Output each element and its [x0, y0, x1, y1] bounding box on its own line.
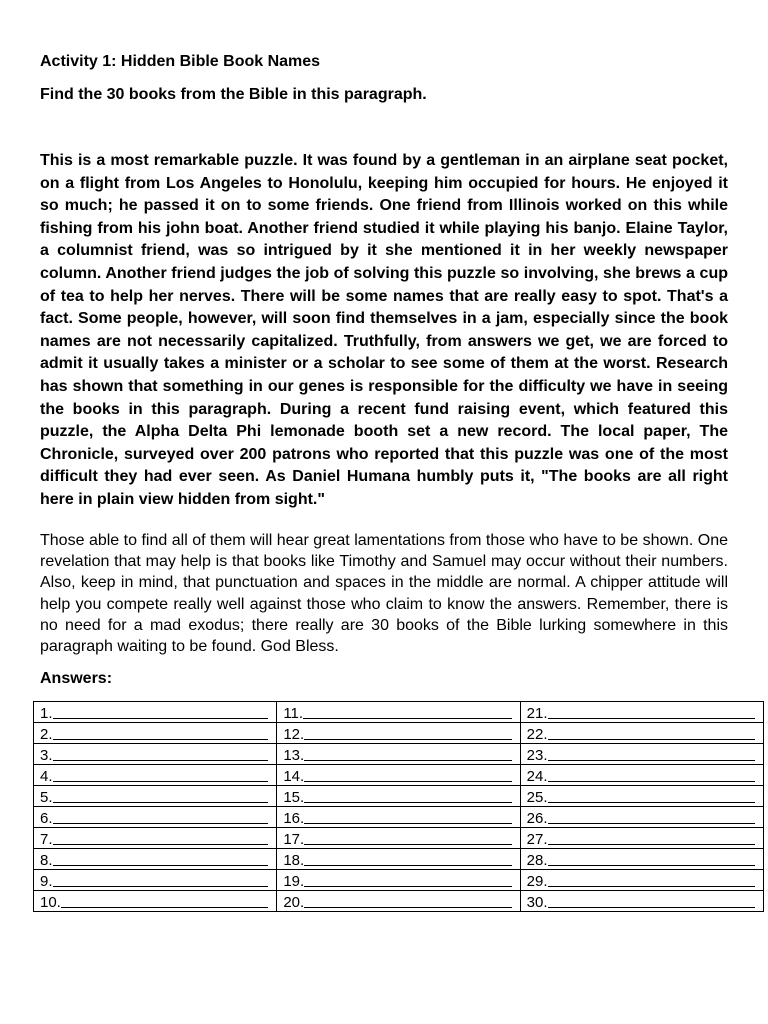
answer-cell: [277, 807, 520, 828]
answer-blank-line[interactable]: [548, 801, 755, 803]
answer-blank-line[interactable]: [304, 864, 511, 866]
activity-title: Activity 1: Hidden Bible Book Names: [40, 53, 321, 70]
answer-number: 26.: [526, 810, 548, 827]
answer-number: 16.: [283, 810, 305, 827]
answer-cell: [277, 786, 520, 807]
answer-row: [34, 702, 764, 723]
answer-cell: [277, 891, 520, 912]
answer-cell: [277, 702, 520, 723]
answer-row: [34, 723, 764, 744]
answer-blank-line[interactable]: [53, 780, 269, 782]
answer-cell: [34, 849, 277, 870]
puzzle-paragraph-continued: Those able to find all of them will hear great lamentations from those who have to be shown. One revelation that may help is that books like Timothy and Samuel may occur without their numbers. Also, keep in mind, that punctuation and spaces in the middle are normal. A chipper attitude will help you compete really well against those who claim to know the answers. Remember, there is no need for a mad exodus; there really are 30 books of the Bible lurking somewhere in this paragraph waiting to be found. God Bless.: [40, 532, 728, 656]
answer-number: 2.: [40, 726, 53, 743]
answer-cell: [34, 870, 277, 891]
answer-blank-line[interactable]: [304, 822, 511, 824]
answer-blank-line[interactable]: [304, 780, 511, 782]
answer-number: 23.: [526, 747, 548, 764]
answer-blank-line[interactable]: [303, 717, 512, 719]
answer-number: 18.: [283, 852, 305, 869]
answer-cell: [34, 765, 277, 786]
answer-number: 19.: [283, 873, 305, 890]
answer-number: 21.: [526, 705, 548, 722]
answer-cell: [520, 723, 763, 744]
puzzle-paragraph-bold: This is a most remarkable puzzle. It was found by a gentleman in an airplane seat pocket, on a flight from Los Angeles to Honolulu, keeping him occupied for hours. He enjoyed it so much; he passed it on to some friends. One friend from Illinois worked on this while fishing from his john boat. Another friend studied it while playing his banjo. Elaine Taylor, a columnist friend, was so intrigued by it she mentioned it in her weekly newspaper column. Another friend judges the job of solving this puzzle so involving, she brews a cup of tea to help her nerves. There will be some names that are really easy to spot. That's a fact. Some people, however, will soon find themselves in a jam, especially since the book names are not necessarily capitalized. Truthfully, from answers we get, we are forced to admit it usually takes a minister or a scholar to see some of them at the worst. Research has shown that something in our genes is responsible for the difficulty we have in seeing the books in this paragraph. During a recent fund raising event, which featured this puzzle, the Alpha Delta Phi lemonade booth set a new record. The local paper, The Chronicle, surveyed over 200 patrons who reported that this puzzle was one of the most difficult they had ever seen. As Daniel Humana humbly puts it, "The books are all right here in plain view hidden from: [40, 152, 728, 508]
answer-cell: [277, 723, 520, 744]
answer-cell: [277, 744, 520, 765]
puzzle-paragraph-end: sight.": [270, 490, 325, 508]
answer-number: 9.: [40, 873, 53, 890]
answer-cell: [34, 702, 277, 723]
answer-row: [34, 891, 764, 912]
answer-blank-line[interactable]: [53, 738, 269, 740]
answer-cell: [520, 765, 763, 786]
answer-blank-line[interactable]: [548, 885, 755, 887]
answer-blank-line[interactable]: [304, 843, 511, 845]
answer-number: 10.: [40, 894, 61, 911]
answer-number: 22.: [526, 726, 548, 743]
answer-blank-line[interactable]: [548, 843, 755, 845]
answer-number: 11.: [283, 705, 304, 722]
answer-row: [34, 849, 764, 870]
answer-number: 1.: [40, 705, 53, 722]
answer-number: 20.: [283, 894, 305, 911]
answer-cell: [34, 744, 277, 765]
answers-table: [33, 701, 764, 912]
answer-cell: [277, 870, 520, 891]
answer-number: 13.: [283, 747, 305, 764]
answer-cell: [520, 870, 763, 891]
answer-blank-line[interactable]: [548, 738, 755, 740]
answer-cell: [520, 891, 763, 912]
answer-blank-line[interactable]: [61, 906, 268, 908]
answer-blank-line[interactable]: [53, 717, 269, 719]
answer-cell: [34, 723, 277, 744]
answer-number: 6.: [40, 810, 53, 827]
answer-blank-line[interactable]: [53, 843, 269, 845]
answer-blank-line[interactable]: [548, 717, 755, 719]
answer-cell: [277, 765, 520, 786]
answer-cell: [34, 828, 277, 849]
answer-number: 3.: [40, 747, 53, 764]
answers-heading: Answers:: [40, 670, 113, 687]
answer-blank-line[interactable]: [548, 822, 755, 824]
answer-number: 7.: [40, 831, 53, 848]
answer-cell: [520, 807, 763, 828]
answer-number: 24.: [526, 768, 548, 785]
answer-blank-line[interactable]: [53, 822, 269, 824]
answer-cell: [520, 849, 763, 870]
answer-cell: [277, 849, 520, 870]
answer-row: [34, 870, 764, 891]
answer-blank-line[interactable]: [304, 885, 511, 887]
puzzle-paragraph: [40, 150, 728, 512]
answer-cell: [34, 891, 277, 912]
answer-cell: [520, 744, 763, 765]
answer-number: 4.: [40, 768, 53, 785]
answer-blank-line[interactable]: [548, 864, 755, 866]
answer-number: 25.: [526, 789, 548, 806]
answer-blank-line[interactable]: [304, 738, 511, 740]
answer-row: [34, 786, 764, 807]
answer-blank-line[interactable]: [53, 885, 269, 887]
answer-blank-line[interactable]: [304, 801, 511, 803]
answer-number: 5.: [40, 789, 53, 806]
answer-blank-line[interactable]: [304, 759, 511, 761]
answer-number: 14.: [283, 768, 305, 785]
answer-number: 15.: [283, 789, 305, 806]
answer-number: 17.: [283, 831, 305, 848]
answer-cell: [277, 828, 520, 849]
answer-blank-line[interactable]: [53, 759, 269, 761]
answer-row: [34, 744, 764, 765]
answer-cell: [520, 828, 763, 849]
answer-row: [34, 828, 764, 849]
answer-blank-line[interactable]: [548, 759, 755, 761]
answer-number: 30.: [526, 894, 548, 911]
answer-cell: [520, 702, 763, 723]
answer-blank-line[interactable]: [304, 906, 511, 908]
answer-number: 8.: [40, 852, 53, 869]
answer-row: [34, 765, 764, 786]
answer-number: 29.: [526, 873, 548, 890]
answer-number: 27.: [526, 831, 548, 848]
answer-blank-line[interactable]: [53, 864, 269, 866]
answer-blank-line[interactable]: [548, 780, 755, 782]
answer-cell: [34, 786, 277, 807]
answer-number: 28.: [526, 852, 548, 869]
answer-cell: [520, 786, 763, 807]
answer-row: [34, 807, 764, 828]
answer-cell: [34, 807, 277, 828]
instruction-text: Find the 30 books from the Bible in this paragraph.: [40, 86, 427, 103]
answer-blank-line[interactable]: [53, 801, 269, 803]
answer-blank-line[interactable]: [548, 906, 755, 908]
answer-number: 12.: [283, 726, 305, 743]
